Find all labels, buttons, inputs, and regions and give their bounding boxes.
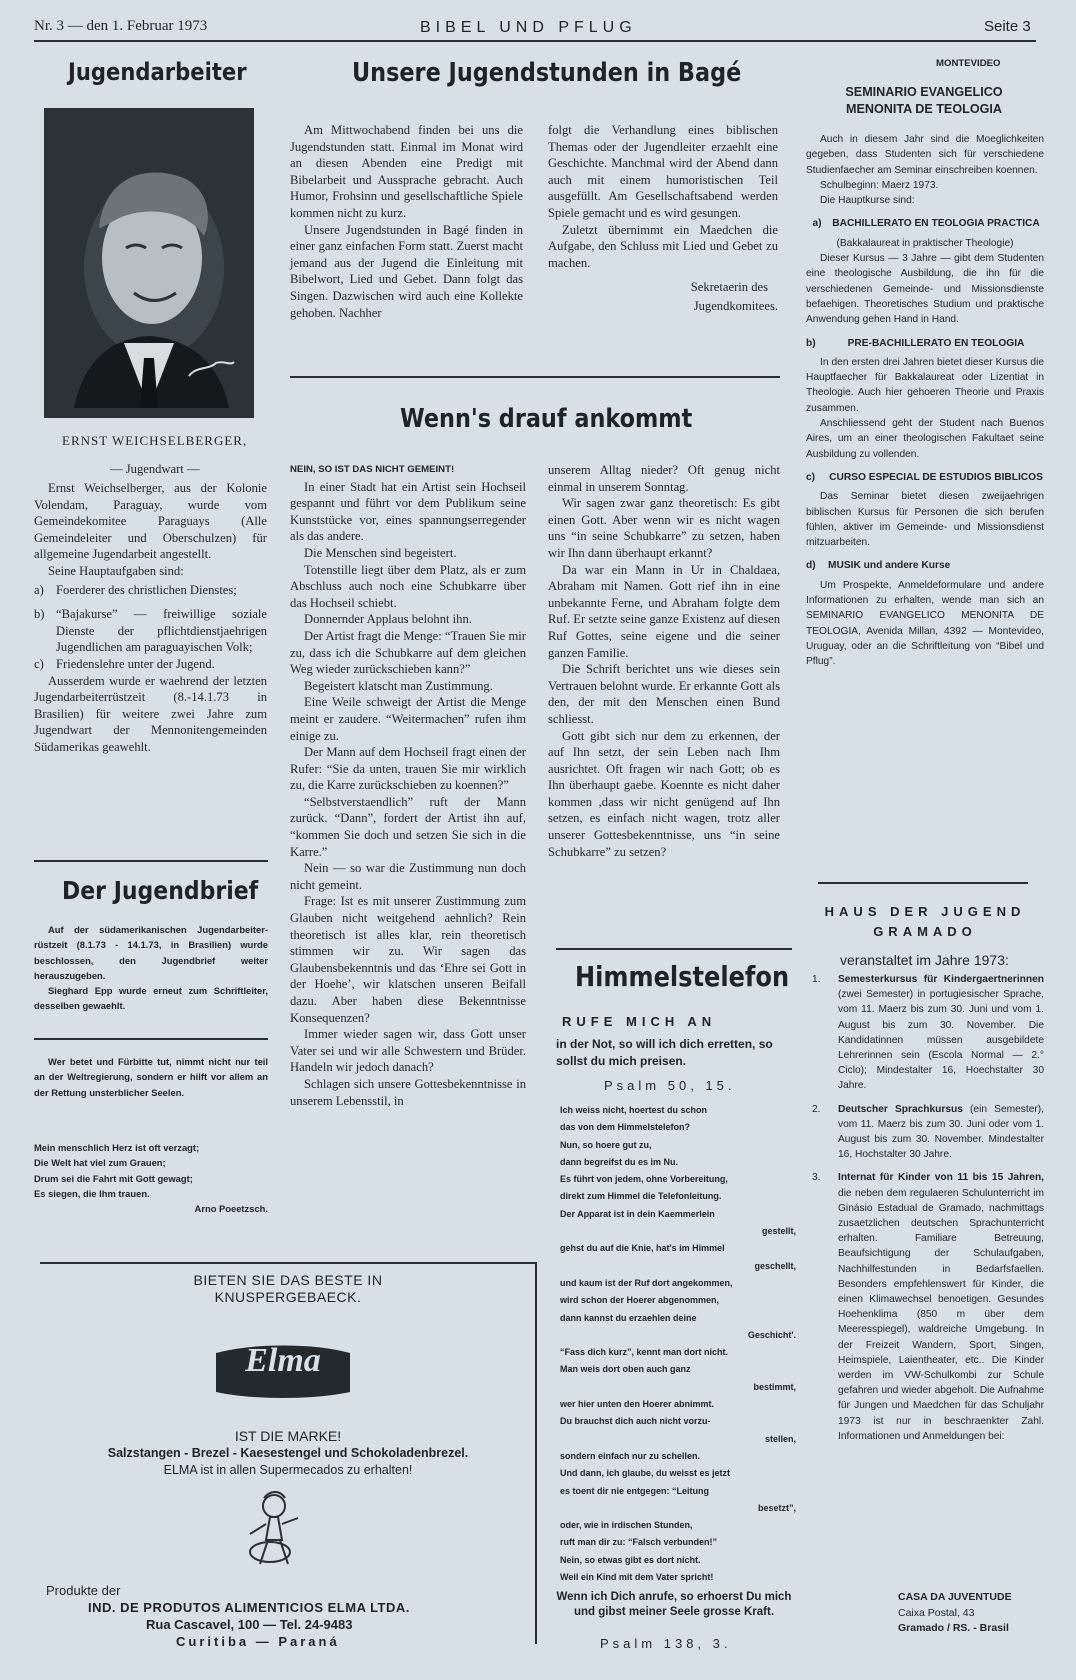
himmel-closing-ref: Psalm 138, 3. bbox=[600, 1636, 732, 1651]
course-heading bbox=[806, 336, 1044, 351]
poem-line: wird schon der Hoerer abgenommen, bbox=[560, 1295, 720, 1306]
jugendstunden-title: Unsere Jugendstunden in Bagé bbox=[352, 58, 742, 88]
poem-line: Geschicht'. bbox=[747, 1329, 796, 1340]
poem-line: sondern einfach nur zu schellen. bbox=[560, 1450, 701, 1461]
list-mark: 3. bbox=[812, 1172, 821, 1184]
item-head: Deutscher Sprachkursus bbox=[838, 1103, 963, 1115]
list-mark: b) bbox=[806, 337, 816, 349]
poem-line: Nun, so hoere gut zu, bbox=[560, 1139, 652, 1150]
list-item bbox=[812, 1170, 1044, 1444]
paragraph: Anschliessend geht der Student nach Buenos Aires, um an einer theologischen Fakultaet seine Ausbildung zu vollenden. bbox=[806, 418, 1044, 460]
item-body: (zwei Semester) in portugiesischer Sprache, vom 11. Maerz bis zum 30. Juni und vom 1. August bis zum 30. November. Die Kandidatinnen müssen ausgebildete Lehrerinnen sein (Escola Normal — 2.° Ciclo); Mindestalter 16, Hoechstalter 30 Jahre. bbox=[838, 989, 1044, 1092]
header-rule bbox=[34, 40, 1036, 42]
contact-line: Caixa Postal, 43 bbox=[898, 1606, 975, 1619]
list-item bbox=[34, 582, 267, 599]
poem-line: bestimmt, bbox=[753, 1381, 796, 1392]
list-mark: a) bbox=[34, 582, 44, 597]
paragraph: Nein — so war die Zustimmung nun doch nicht gemeint. bbox=[290, 861, 526, 892]
jugendstunden-col2 bbox=[548, 122, 778, 315]
item-head: Internat für Kinder von 11 bis 15 Jahren, bbox=[838, 1172, 1044, 1184]
paragraph: Am Mittwochabend finden bei uns die Jugendstunden statt. Einmal im Monat wird an diesen Abenden eine Predigt mit Bibelarbeit und Aussprache gebracht. Auch Humor, Frohsinn und gesellschaftliche Spiele kommen nicht zu kurz. bbox=[290, 123, 523, 220]
poem-line: Es führt von jedem, ohne Vorbereitung, bbox=[560, 1174, 728, 1185]
list-mark: c) bbox=[806, 471, 816, 483]
course-title: BACHILLERATO EN TEOLOGIA PRACTICA bbox=[832, 218, 1040, 230]
poem-line: “Fass dich kurz”, kennt man dort nicht. bbox=[560, 1347, 729, 1358]
paragraph: Wir sagen zwar ganz theoretisch: Es gibt einen Gott. Aber wenn wir es nicht wagen uns “in seine Schubkarre” zu setzen, haben wir Ihn dann überhaupt erkannt? bbox=[548, 496, 780, 560]
ad-products: Salzstangen - Brezel - Kaesestengel und Schokoladenbrezel. bbox=[107, 1446, 469, 1460]
elma-logo-text: Elma bbox=[245, 1342, 321, 1379]
seminario-title-line: MENONITA DE TEOLOGIA bbox=[845, 102, 1003, 116]
poem-line: Weil ein Kind mit dem Vater spricht! bbox=[560, 1572, 714, 1583]
jugendstunden-col1 bbox=[290, 122, 523, 321]
jugendbrief-title: Der Jugendbrief bbox=[62, 876, 259, 905]
poem-line: geschellt, bbox=[754, 1260, 796, 1271]
course-title: PRE-BACHILLERATO EN TEOLOGIA bbox=[847, 337, 1025, 349]
list-mark: 2. bbox=[812, 1103, 821, 1115]
item-body: (ein Semester), vom 11. Maerz bis zum 30. Juni oder vom 1. August bis zum 30. November. Mindestalter 16, Hochstalter 30 Jahre. bbox=[838, 1103, 1044, 1161]
ad-body bbox=[40, 1428, 536, 1479]
course-heading bbox=[806, 216, 1044, 231]
paragraph: In den ersten drei Jahren bietet dieser Kursus die Hauptfaecher für Bakkalaureat oder Lizentiat in Theologie. Auch hier gehoeren Theorie und Praxis zusammen. bbox=[806, 356, 1044, 414]
paragraph: Frage: Ist es mit unserer Zustimmung zum Glauben nicht weitgehend aehnlich? Rein theoretisch ist alles klar, rein theoretisch stimmen wir zu. Wir sagen das Glaubensbekenntnis und das ‘Ehre sei Gott in der Hoehe’, wir klatschen unseren Beifall dazu. Aber haben diese Bekenntnisse Konsequenzen? bbox=[290, 894, 526, 1025]
task-list bbox=[34, 582, 267, 673]
ad-prod-label: Produkte der bbox=[46, 1583, 121, 1598]
poem-line: gestellt, bbox=[761, 1226, 796, 1237]
poem-line: dann begreifst du es im Nu. bbox=[560, 1156, 679, 1167]
list-mark: b) bbox=[34, 607, 45, 622]
section-divider bbox=[290, 376, 780, 378]
drauf-title: Wenn's drauf ankommt bbox=[400, 404, 693, 434]
poem-line: Ich weiss nicht, hoertest du schon bbox=[560, 1105, 708, 1115]
paragraph: Ernst Weichselberger, aus der Kolonie Volendam, Paraguay, wurde vom Gemeindekomitee Paraguays (Alle Gemeindeleiter und Oberschulzen) für allgemeine Jugendarbeit angestellt. bbox=[34, 481, 267, 562]
ad-footer bbox=[46, 1582, 536, 1650]
poem-line: Drum sei die Fahrt mit Gott gewagt; bbox=[34, 1172, 193, 1184]
issue-info: Nr. 3 — den 1. Februar 1973 bbox=[34, 18, 208, 34]
paragraph: Eine Weile schweigt der Artist die Menge meint er zaudere. “Weitermachen” rufen ihm einige zu. bbox=[290, 695, 526, 743]
paragraph: Schlagen sich unsere Gottesbekenntnisse in unserem Lebensstil, in bbox=[290, 1076, 526, 1108]
list-text bbox=[838, 972, 1044, 1094]
mascot-icon bbox=[240, 1490, 310, 1570]
poem-line: Die Welt hat viel zum Grauen; bbox=[34, 1157, 166, 1169]
ad-marke: IST DIE MARKE! bbox=[234, 1428, 342, 1444]
poem-line: gehst du auf die Knie, hat's im Himmel bbox=[560, 1243, 725, 1254]
poem-line: Es siegen, die Ihm trauen. bbox=[34, 1187, 150, 1199]
paragraph: Da war ein Mann in Ur in Chaldaea, Abraham mit Namen. Gott rief ihn in eine unbekannte Ferne, und Abraham folgte dem Ruf. Er setzte seine ganze Existenz auf diesen Ruf Gottes, seine eigene und die seiner ganzen Familie. bbox=[548, 562, 780, 660]
poem-author: Arno Poeetzsch. bbox=[194, 1203, 268, 1215]
list-item bbox=[34, 606, 267, 656]
list-item bbox=[34, 656, 267, 673]
poem-line: das von dem Himmelstelefon? bbox=[560, 1122, 691, 1133]
ad-availability: ELMA ist in allen Supermecados zu erhalten! bbox=[163, 1463, 413, 1477]
haus-list bbox=[812, 972, 1044, 1444]
himmel-ref: Psalm 50, 15. bbox=[604, 1078, 736, 1093]
poem bbox=[34, 1140, 268, 1216]
fuerbitte-text: Wer betet und Fürbitte tut, nimmt nicht nur teil an der Weltregierung, sondern er hilft vor allem an der Rettung unsterblicher Seelen. bbox=[34, 1056, 268, 1098]
drauf-left-col bbox=[290, 462, 526, 1109]
item-body: die neben dem regulaeren Schulunterricht im Ginásio Estadual de Gramado, nachmittags zusaetzlichen deutschen Sprachunterricht erhalten. Familiare Betreuung, Beaufsichtigung der Schulaufgaben, Nachhilfestunden in Bedarfsfaellen. Besonders empfehlenswert für Kinder, die einen Klimawechsel benoetigen. Gesundes Hoehenklima (850 m über dem Meeresspiegel), waldreiche Umgebung. In der Freizeit Wandern, Sport, Singen, Heimspiele, Laientheater, etc.. Die Kinder werden im VW-Schulkombi zur Schule gefahren und wieder abgeholt. Die Aufnahme für Jungen und Maedchen für das Schuljahr 1973 ist nur in beschraenkter Zahl. Informationen und Anmeldungen bei: bbox=[838, 1187, 1044, 1442]
paragraph: unserem Alltag nieder? Oft genug nicht einmal in unserem Sonntag. bbox=[548, 463, 780, 494]
poem-line: Man weis dort oben auch ganz bbox=[560, 1364, 691, 1375]
poem-line: es toent dir nie entgegen: “Leitung bbox=[560, 1485, 710, 1496]
haus-title bbox=[806, 902, 1044, 942]
paragraph: Auch in diesem Jahr sind die Moeglichkeiten gegeben, dass Studenten sich für verschiedene Studienfaecher am Seminar einschreiben koennen. bbox=[806, 134, 1044, 176]
contact-line: Gramado / RS. - Brasil bbox=[898, 1622, 1009, 1634]
masthead: BIBEL UND PFLUG bbox=[420, 19, 637, 36]
paragraph: Ausserdem wurde er waehrend der letzten Jugendarbeiterrüstzeit (8.-14.1.73 in Brasilien) für weitere zwei Jahre zum Jugendwart der Mennonitengemeinden Südamerikas geawehlt. bbox=[34, 673, 267, 754]
paragraph: Um Prospekte, Anmeldeformulare und andere Informationen zu erhalten, wende man sich an SEMINARIO EVANGELICO MENONITA DE TEOLOGIA, Avenida Millan, 4392 — Montevideo, Uruguay, oder an die Schriftleitung von “Bibel und Pflug”. bbox=[806, 579, 1044, 668]
list-text bbox=[838, 1170, 1044, 1444]
paragraph: “Selbstverstaendlich” ruft der Mann zurück. “Dann”, fordert der Artist ihn auf, “kommen Sie doch und setzen Sie sich in die Karre.” bbox=[290, 794, 526, 859]
paragraph: folgt die Verhandlung eines biblischen Themas oder der Jugendleiter erzaehlt eine Geschichte. Manchmal wird der Abend dann auch mit einem humoristischen Teil ausgefüllt. Am Gesellschaftsabend werden Spiele gemacht und es wird gesungen. bbox=[548, 123, 778, 220]
jugendarbeiter-body bbox=[34, 480, 267, 756]
paragraph: Das Seminar bietet diesen zweijaehrigen biblischen Kursus für Personen die sich berufen fühlen, aktiver im Gemeinde- und Missionsdienst mitzuarbeiten. bbox=[806, 491, 1044, 549]
course-sub: (Bakkalaureat in praktischer Theologie) bbox=[836, 237, 1014, 249]
poem-line: direkt zum Himmel die Telefonleitung. bbox=[560, 1191, 722, 1202]
signature: Sekretaerin des bbox=[690, 280, 768, 295]
section-divider bbox=[34, 860, 268, 862]
poem-line: Und dann, ich glaube, du weisst es jetzt bbox=[560, 1468, 731, 1479]
himmel-poem bbox=[560, 1102, 796, 1586]
paragraph: Totenstille liegt über dem Platz, als er zum Abschluss auch noch eine Schubkarre über das Hochseil schiebt. bbox=[290, 562, 526, 610]
paragraph: Der Artist fragt die Menge: “Trauen Sie mir zu, dass ich die Schubkarre auf dem gleichen Weg wieder zurückschieben kann?” bbox=[290, 628, 526, 677]
seminario-title-line: SEMINARIO EVANGELICO bbox=[845, 85, 1003, 99]
poem-line: Der Apparat ist in dein Kaemmerlein bbox=[560, 1208, 715, 1219]
list-text: Friedenslehre unter der Jugend. bbox=[56, 656, 215, 671]
himmel-sub: RUFE MICH AN bbox=[562, 1014, 717, 1029]
list-text: “Bajakurse” — freiwillige soziale Dienste der pflichtdienstjaehrigen Jugendlichen am paraguayischen Volk; bbox=[56, 607, 267, 655]
paragraph: Der Mann auf dem Hochseil fragt einen der Rufer: “Sie da unten, trauen Sie mir wirklich zu, die Karre zurückschieben zu koennen?” bbox=[290, 745, 526, 793]
poem-line: oder, wie in irdischen Stunden, bbox=[560, 1520, 693, 1531]
paragraph: Donnernder Applaus belohnt ihn. bbox=[304, 612, 472, 627]
paragraph: Die Hauptkurse sind: bbox=[820, 195, 915, 207]
seminario-title bbox=[804, 84, 1044, 118]
poem-line: und kaum ist der Ruf dort angekommen, bbox=[560, 1277, 733, 1288]
ad-top-rule bbox=[40, 1262, 536, 1264]
ad-company: IND. DE PRODUTOS ALIMENTICIOS ELMA LTDA. bbox=[88, 1600, 410, 1615]
paragraph: Begeistert klatscht man Zustimmung. bbox=[304, 678, 493, 693]
poem-line: Du brauchst dich auch nicht vorzu- bbox=[560, 1416, 711, 1427]
course-heading bbox=[806, 558, 1044, 573]
paragraph: In einer Stadt hat ein Artist sein Hochseil gespannt und führt vor dem Publikum seine Kunststücke vor, eines spannungserregender als das andere. bbox=[290, 479, 526, 544]
list-mark: 1. bbox=[812, 974, 821, 985]
course-title: MUSIK und andere Kurse bbox=[828, 560, 951, 572]
poem-line: ruft man dir zu: “Falsch verbunden!” bbox=[560, 1537, 718, 1548]
ad-address: Rua Cascavel, 100 — Tel. 24-9483 bbox=[146, 1617, 353, 1632]
poem-line: dann kannst du erzaehlen deine bbox=[560, 1312, 697, 1323]
paragraph: Dieser Kursus — 3 Jahre — gibt dem Studenten eine theologische Ausbildung, die ihn für die verschiedenen Gemeinde- und Missionsdienste befaehigen. Theoretisches Studium und praktische Anwendung gehen Hand in Hand. bbox=[806, 253, 1044, 326]
list-item bbox=[812, 1102, 1044, 1163]
list-mark: a) bbox=[812, 218, 822, 230]
list-mark: d) bbox=[806, 560, 816, 572]
section-divider bbox=[556, 948, 792, 950]
paragraph: Unsere Jugendstunden in Bagé finden in einer ganz einfachen Form statt. Zuerst macht jemand aus der Jugend die Einleitung mit Bibelwort, Lied und Gebet. Dann folgt das Singen. Dazwischen wird auch eine Kollekte gehoben. Nachher bbox=[290, 222, 523, 320]
poem-line: Nein, so etwas gibt es dort nicht. bbox=[560, 1554, 701, 1565]
himmel-verse: in der Not, so will ich dich erretten, so sollst du mich preisen. bbox=[556, 1037, 773, 1068]
seminario-body bbox=[806, 132, 1044, 670]
paragraph: Auf der südamerikanischen Jugendarbeiter-rüstzeit (8.1.73 - 14.1.73, in Brasilien) wurde beschlossen, den Jugendbrief weiter herauszugeben. bbox=[34, 924, 268, 981]
ad-headline bbox=[40, 1272, 536, 1306]
list-text: Foerderer des christlichen Dienstes; bbox=[56, 582, 237, 597]
portrait-caption: ERNST WEICHSELBERGER, bbox=[62, 433, 248, 448]
paragraph: Sieghard Epp wurde erneut zum Schriftleiter, desselben gewaehlt. bbox=[34, 985, 268, 1012]
paragraph: Die Menschen sind begeistert. bbox=[304, 545, 457, 560]
poem-line: besetzt”, bbox=[757, 1502, 796, 1513]
item-head: Semesterkursus für Kindergaertnerinnen bbox=[838, 974, 1044, 985]
poem-line: Mein menschlich Herz ist oft verzagt; bbox=[34, 1142, 200, 1153]
ad-line: KNUSPERGEBAECK. bbox=[214, 1289, 362, 1305]
list-mark: c) bbox=[34, 656, 44, 671]
ad-city: Curitiba — Paraná bbox=[176, 1634, 340, 1649]
lead-line: NEIN, SO IST DAS NICHT GEMEINT! bbox=[290, 464, 455, 475]
section-divider bbox=[34, 1038, 268, 1040]
paragraph: Die Schrift berichtet uns wie dieses sein Vertrauen belohnt wurde. Er erkannte Gott als den, der mit den Menschen einen Bund schliesst. bbox=[548, 662, 780, 726]
haus-title-line: GRAMADO bbox=[873, 924, 977, 939]
page-number: Seite 3 bbox=[984, 18, 1031, 35]
himmel-title: Himmelstelefon bbox=[575, 960, 790, 993]
poem-line: stellen, bbox=[764, 1433, 796, 1444]
portrait-photo bbox=[44, 108, 254, 418]
role-line: — Jugendwart — bbox=[110, 462, 200, 476]
course-heading bbox=[806, 470, 1044, 485]
poem-line: wer hier unten den Hoerer abnimmt. bbox=[560, 1399, 715, 1410]
list-text bbox=[838, 1102, 1044, 1163]
himmel-closing: Wenn ich Dich anrufe, so erhoerst Du mich und gibst meiner Seele grosse Kraft. bbox=[556, 1591, 792, 1618]
contact-line: CASA DA JUVENTUDE bbox=[898, 1591, 1012, 1603]
paragraph: Seine Hauptaufgaben sind: bbox=[48, 563, 184, 578]
list-item bbox=[812, 972, 1044, 1094]
jugendbrief-body bbox=[34, 922, 268, 1014]
section-divider bbox=[818, 882, 1028, 884]
drauf-right-col bbox=[548, 462, 780, 860]
haus-intro: veranstaltet im Jahre 1973: bbox=[840, 952, 1009, 968]
paragraph: Schulbeginn: Maerz 1973. bbox=[820, 179, 939, 191]
seminario-place: MONTEVIDEO bbox=[936, 58, 1001, 69]
paragraph: Gott gibt sich nur dem zu erkennen, der auf Ihn setzt, der sein Leben nach Ihm ausrichtet. Oft fragen wir nach Gott; ob es Ihn überhaupt gaebe. Koennte es nicht daher kommen ,dass wir nicht genügend auf Ihn setzen, es einfach nicht wagen, trotz aller unserer Gottesbekenntnisse, uns “in seine Schubkarre” zu setzen? bbox=[548, 728, 780, 859]
jugendarbeiter-title: Jugendarbeiter bbox=[68, 58, 247, 86]
haus-title-line: HAUS DER JUGEND bbox=[824, 904, 1026, 919]
haus-contact bbox=[898, 1590, 1012, 1637]
paragraph: Immer wieder sagen wir, dass Gott unser Vater sei und wir alle Schwestern und Brüder. Handeln wir jedoch danach? bbox=[290, 1027, 526, 1075]
ad-line: BIETEN SIE DAS BESTE IN bbox=[193, 1272, 383, 1288]
paragraph: Zuletzt übernimmt ein Maedchen die Aufgabe, den Schluss mit Lied und Gebet zu machen. bbox=[548, 222, 778, 270]
course-title: CURSO ESPECIAL DE ESTUDIOS BIBLICOS bbox=[829, 471, 1043, 483]
signature: Jugendkomitees. bbox=[693, 298, 778, 313]
